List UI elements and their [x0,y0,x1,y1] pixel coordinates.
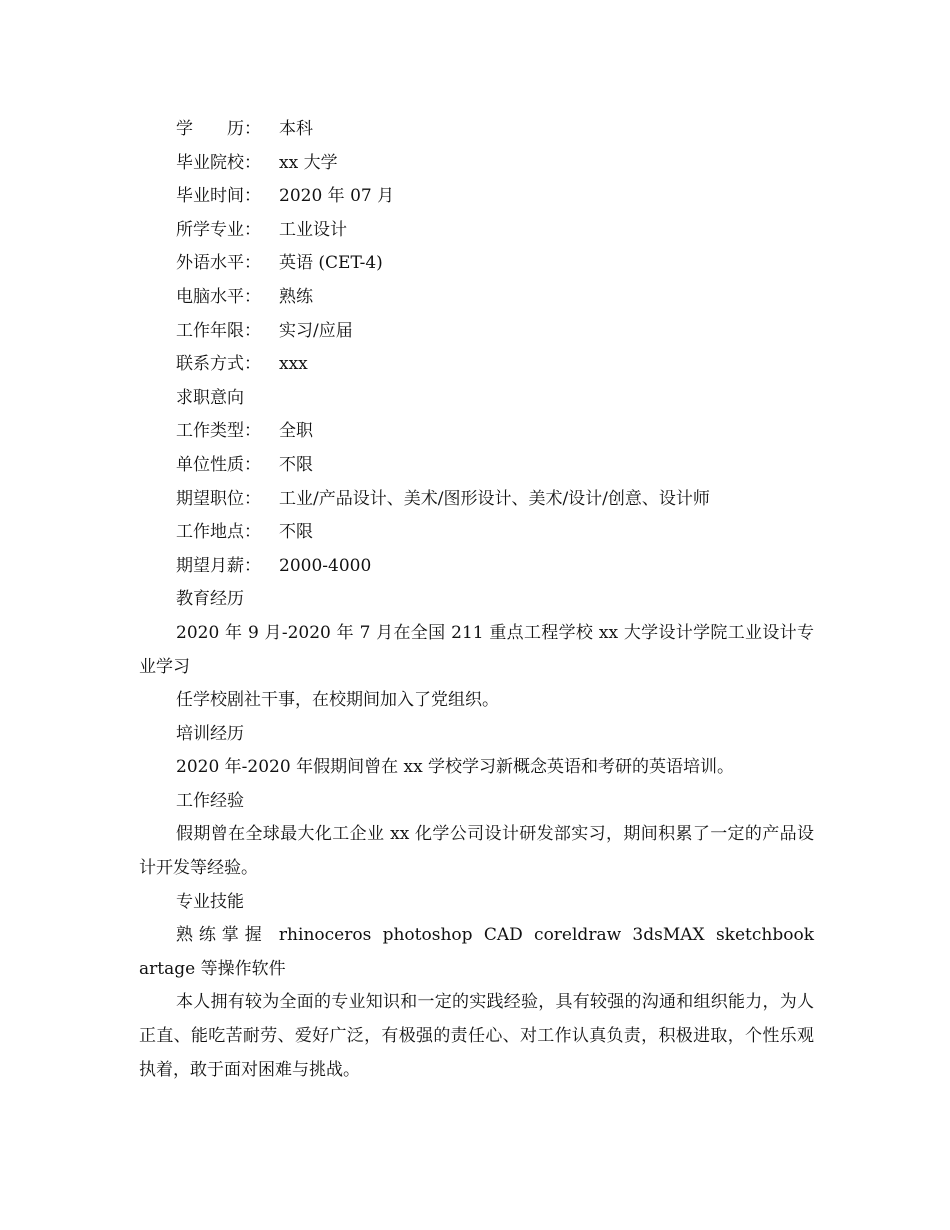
field-value: 2000-4000 [279,555,372,576]
section-heading-education: 教育经历 [176,589,244,610]
intent-row-salary [139,550,814,584]
field-label: 电脑水平： [176,286,261,307]
intent-row-company-type [139,449,814,483]
field-label: 工作地点： [176,522,261,543]
field-label: 所学专业： [176,219,261,240]
intent-row-desired-position [139,483,814,517]
field-value: 工业设计 [279,219,347,240]
field-value: xx 大学 [279,152,338,173]
section-heading-skills: 专业技能 [176,891,244,912]
resume-content [139,113,814,1087]
education-paragraph: 任学校剧社干事，在校期间加入了党组织。 [176,690,499,711]
info-row-graduation-date [139,180,814,214]
field-label: 期望月薪： [176,555,261,576]
intent-row-work-location [139,516,814,550]
info-row-contact [139,348,814,382]
field-label: 联系方式： [176,354,261,375]
section-heading-work-experience: 工作经验 [176,790,244,811]
field-label: 毕业院校： [176,152,261,173]
field-label: 学 历： [176,119,261,139]
info-row-language [139,247,814,281]
section-heading-training: 培训经历 [176,723,244,744]
field-value: 不限 [279,454,313,475]
field-value: 工业/产品设计、美术/图形设计、美术/设计/创意、设计师 [279,488,710,509]
field-value: 本科 [279,119,313,139]
education-paragraph: 2020 年 9 月-2020 年 7 月在全国 211 重点工程学校 xx 大学设计学院工业设计专业学习 [139,622,814,677]
field-label: 期望职位： [176,488,261,509]
section-heading-job-intent: 求职意向 [176,387,244,408]
field-value: 全职 [279,421,313,442]
info-row-computer-skill [139,281,814,315]
work-paragraph: 假期曾在全球最大化工企业 xx 化学公司设计研发部实习，期间积累了一定的产品设计开发等经验。 [139,824,814,879]
field-label: 毕业时间： [176,186,261,207]
field-label: 外语水平： [176,253,261,274]
field-label: 工作年限： [176,320,261,341]
field-value: 2020 年 07 月 [279,186,395,207]
info-row-school [139,147,814,181]
field-value: xxx [279,354,308,375]
self-evaluation-paragraph: 本人拥有较为全面的专业知识和一定的实践经验，具有较强的沟通和组织能力，为人正直、能吃苦耐劳、爱好广泛，有极强的责任心、对工作认真负责，积极进取，个性乐观执着，敢于面对困难与挑战。 [139,992,814,1080]
field-value: 熟练 [279,286,313,307]
field-label: 单位性质： [176,454,261,475]
field-value: 不限 [279,522,313,543]
field-value: 英语 (CET-4) [279,253,383,274]
info-row-work-years [139,315,814,349]
field-value: 实习/应届 [279,320,353,341]
training-paragraph: 2020 年-2020 年假期间曾在 xx 学校学习新概念英语和考研的英语培训。 [176,757,735,778]
info-row-education-level [139,113,814,147]
intent-row-job-type [139,415,814,449]
field-label: 工作类型： [176,421,261,442]
skills-paragraph: 熟练掌握 rhinoceros photoshop CAD coreldraw 3dsMAX sketchbook artage 等操作软件 [139,925,814,979]
info-row-major [139,214,814,248]
